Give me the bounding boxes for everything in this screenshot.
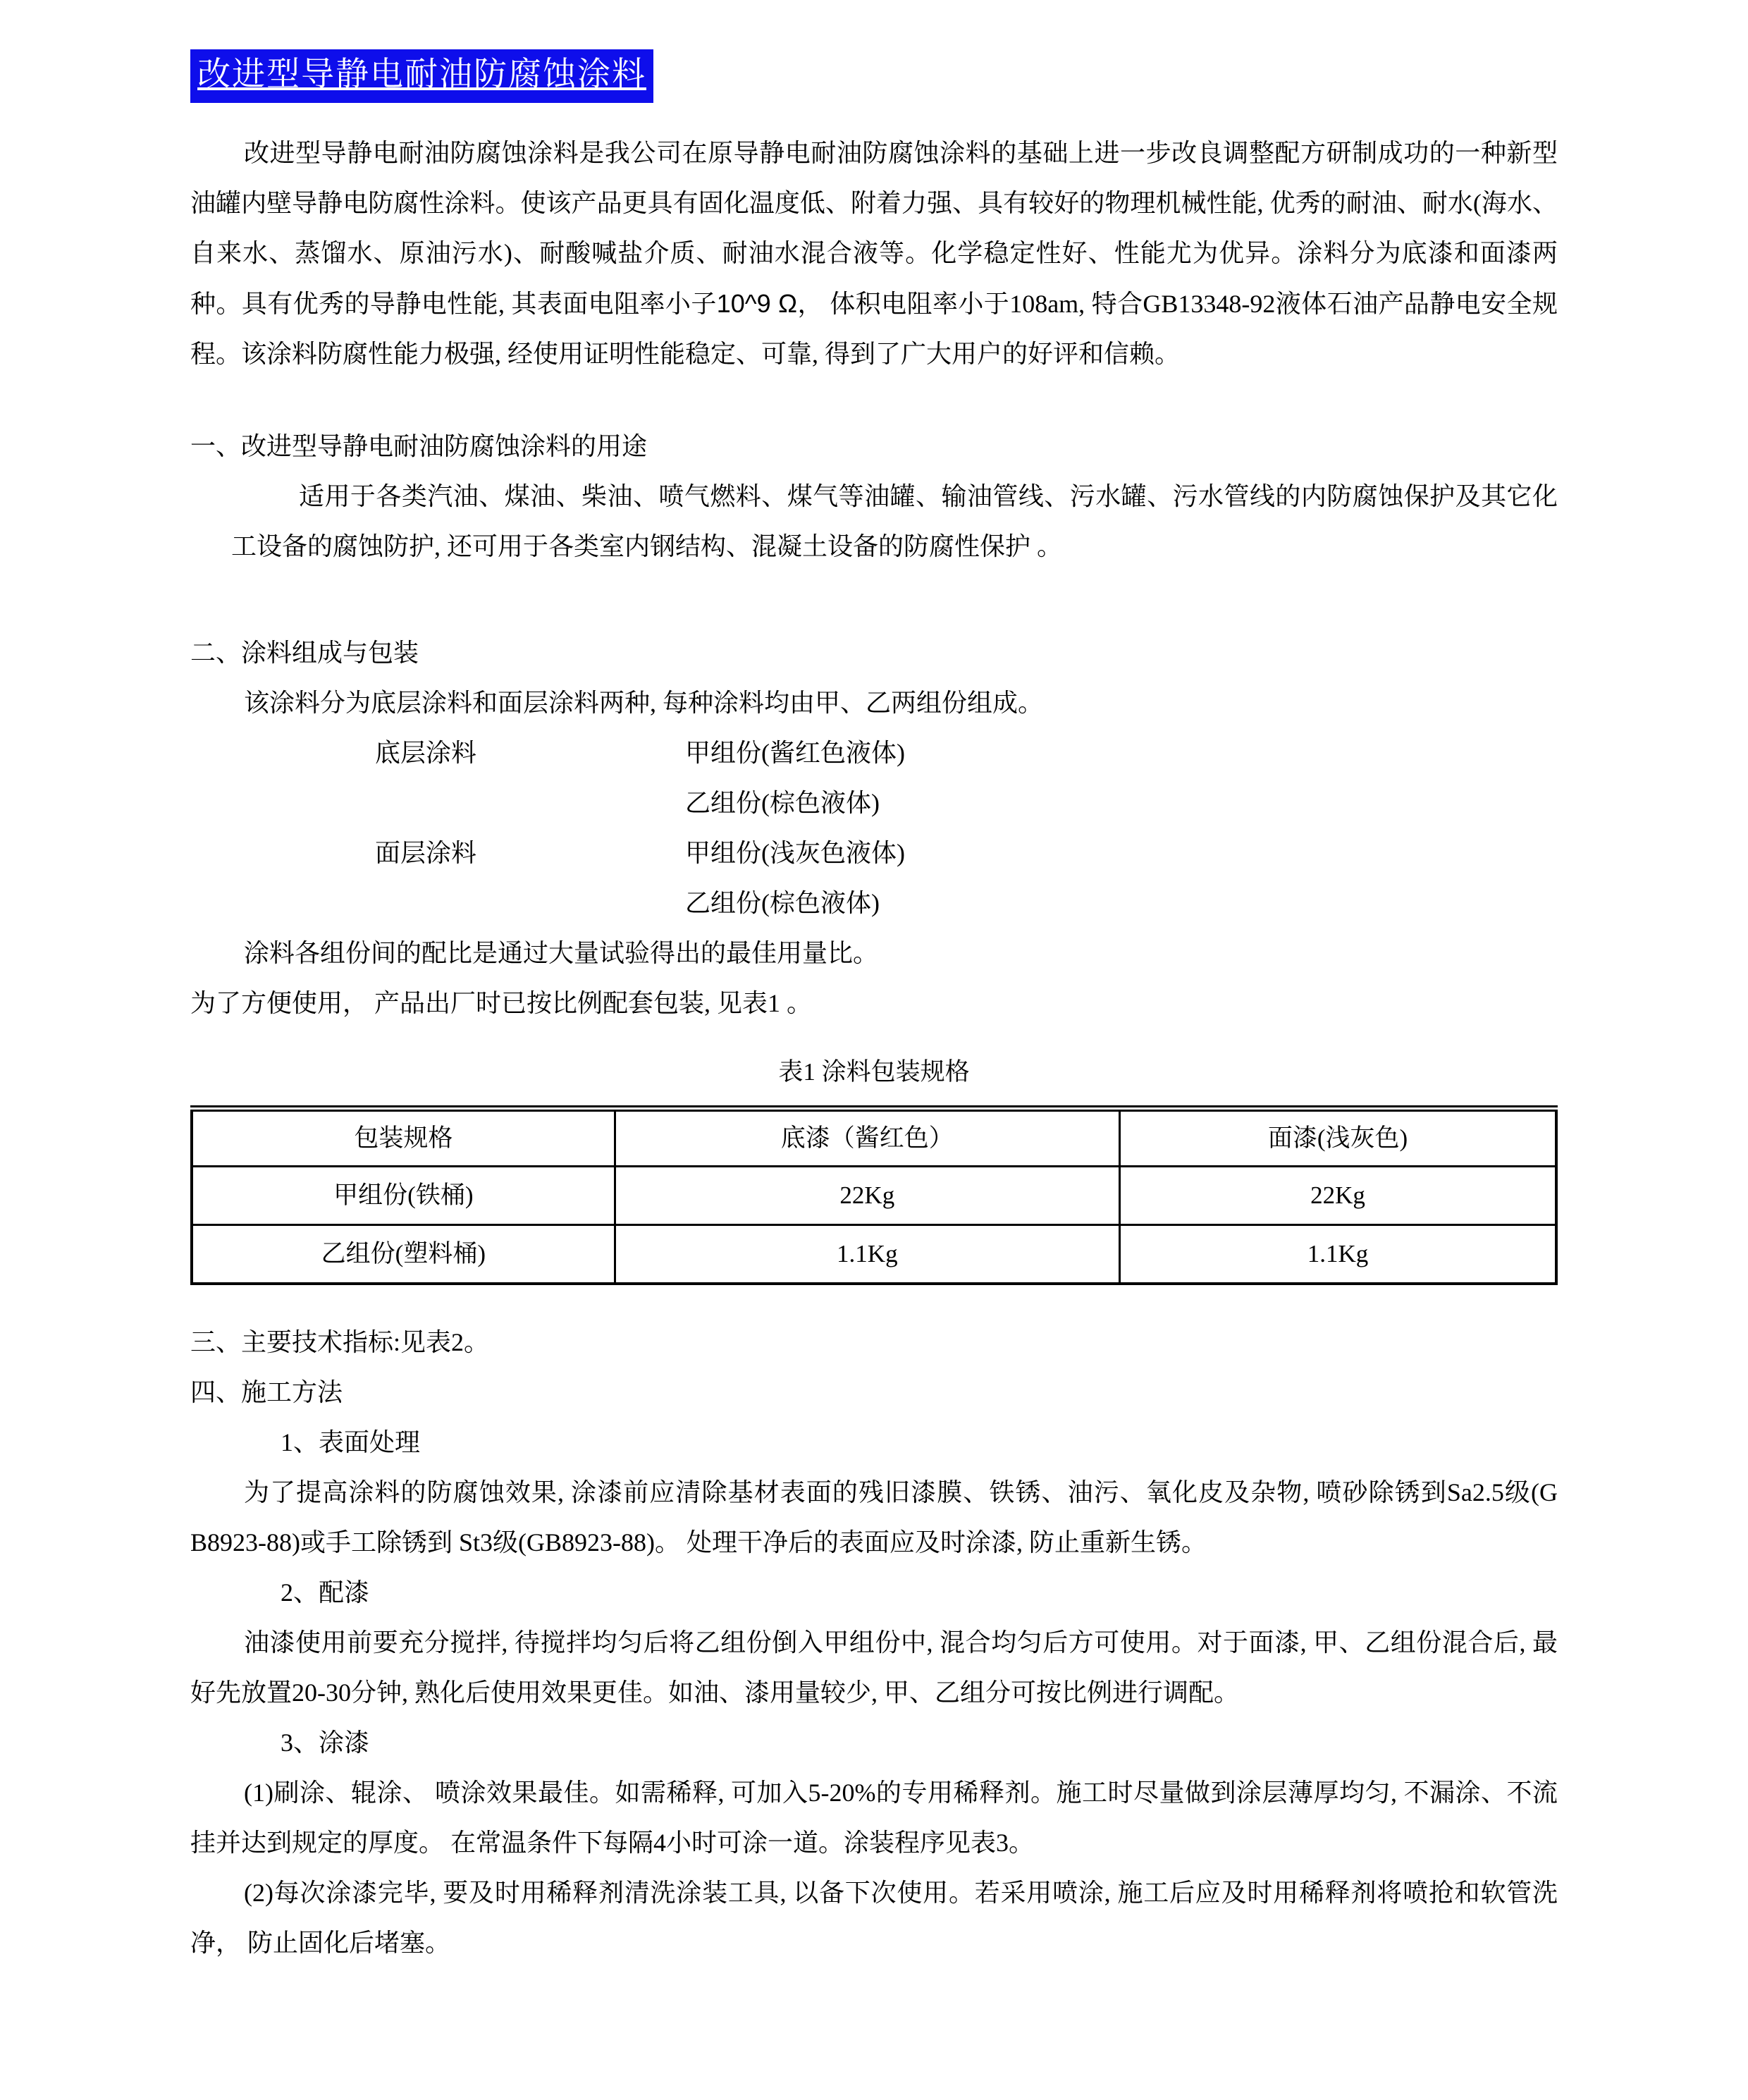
section-1-heading: 一、改进型导静电耐油防腐蚀涂料的用途: [190, 431, 648, 460]
step-3-item-2: (2)每次涂漆完毕, 要及时用稀释剂清洗涂装工具, 以备下次使用。若采用喷涂, 施工后应及时用稀释剂将喷抢和软管洗净， 防止固化后堵塞。: [190, 1878, 1558, 1957]
table-cell: 1.1Kg: [615, 1224, 1119, 1284]
component-layer-label: [375, 878, 685, 928]
step-1-body: 为了提高涂料的防腐蚀效果, 涂漆前应清除基材表面的残旧漆膜、铁锈、油污、氧化皮及杂物, 喷砂除锈到Sa2.5级(G B8923-88)或手工除锈到 St3级(GB8923-88)。 处理干净后的表面应及时涂漆, 防止重新生锈。: [190, 1478, 1558, 1556]
section-2-intro: 该涂料分为底层涂料和面层涂料两种, 每种涂料均由甲、乙两组份组成。: [244, 688, 1044, 717]
component-row: [190, 828, 1558, 878]
doc-title: 改进型导静电耐油防腐蚀涂料: [190, 49, 653, 103]
section-4-heading: 四、施工方法: [190, 1377, 343, 1406]
table-header-cell: 底漆（酱红色）: [615, 1108, 1119, 1166]
section-2-heading: 二、涂料组成与包装: [190, 638, 419, 667]
intro-text-part1: 改进型导静电耐油防腐蚀涂料是我公司在原导静电耐油防腐蚀涂料的基础上进一步改良调整配方研制成功的一种新型油罐内壁导静电防腐性涂料。使该产品更具有固化温度低、附着力强、具有较好的物理机械性能, 优秀的耐油、耐水(海水、自来水、蒸馏水、原油污水)、耐酸喊盐介质、耐油水混合液等。化学稳定性好、性能尤为优异。涂料分为底漆和面漆两种。具有优秀的导静电性能, 其表面电阻率小子: [190, 138, 1558, 318]
table-cell: 22Kg: [1119, 1166, 1556, 1224]
table-header-cell: 包装规格: [192, 1108, 615, 1166]
step-2-heading: 2、配漆: [281, 1578, 370, 1607]
table-cell: 22Kg: [615, 1166, 1119, 1224]
component-layer-label: 底层涂料: [375, 738, 477, 767]
intro-text-part2: ， 体积电阻率小于108am, 特合GB13348-92液体石油产品静电安全规程。该涂料防腐性能力极强, 经使用证明性能稳定、可靠, 得到了广大用户的好评和信赖。: [190, 289, 1558, 368]
intro-paragraph: [190, 128, 1558, 379]
component-part-value: 甲组份(酱红色液体): [685, 738, 905, 767]
surface-resistivity-value: 10^9 Ω: [716, 288, 798, 318]
section-1-body: 适用于各类汽油、煤油、柴油、喷气燃料、煤气等油罐、输油管线、污水罐、污水管线的内防腐蚀保护及其它化工设备的腐蚀防护, 还可用于各类室内钢结构、混凝土设备的防腐性保护 。: [231, 481, 1558, 560]
component-part-value: 乙组份(棕色液体): [685, 788, 880, 817]
table-header-cell: 面漆(浅灰色): [1119, 1108, 1556, 1166]
packaging-table: [190, 1105, 1558, 1285]
step-2-body: 油漆使用前要充分搅拌, 待搅拌均匀后将乙组份倒入甲组份中, 混合均匀后方可使用。对于面漆, 甲、乙组份混合后, 最好先放置20-30分钟, 熟化后使用效果更佳。如油、漆用量较少, 甲、乙组分可按比例进行调配。: [190, 1628, 1558, 1707]
component-row: [190, 778, 1558, 828]
component-row: [190, 728, 1558, 778]
table-cell: 甲组份(铁桶): [192, 1166, 615, 1224]
component-part-value: 甲组份(浅灰色液体): [685, 838, 905, 867]
component-layer-label: 面层涂料: [375, 838, 477, 867]
table-row: [192, 1166, 1556, 1224]
table-row: [192, 1224, 1556, 1284]
component-part-value: 乙组份(棕色液体): [685, 888, 880, 917]
package-note: 为了方便使用， 产品出厂时已按比例配套包装, 见表1 。: [190, 988, 813, 1017]
step-3-item-1: (1)刷涂、辊涂、 喷涂效果最佳。如需稀释, 可加入5-20%的专用稀释剂。施工时尽量做到涂层薄厚均匀, 不漏涂、不流挂并达到规定的厚度。 在常温条件下每隔4小时可涂一道。涂装程序见表3。: [190, 1778, 1558, 1857]
table-cell: 1.1Kg: [1119, 1224, 1556, 1284]
step-3-heading: 3、涂漆: [281, 1728, 370, 1757]
table-header-row: [192, 1108, 1556, 1166]
component-layer-label: [375, 778, 685, 828]
table1-title: 表1 涂料包装规格: [778, 1057, 970, 1086]
component-row: [190, 878, 1558, 928]
section-3-heading: 三、主要技术指标:见表2。: [190, 1327, 490, 1356]
table-cell: 乙组份(塑料桶): [192, 1224, 615, 1284]
step-1-heading: 1、表面处理: [281, 1427, 421, 1456]
ratio-note: 涂料各组份间的配比是通过大量试验得出的最佳用量比。: [244, 938, 879, 967]
